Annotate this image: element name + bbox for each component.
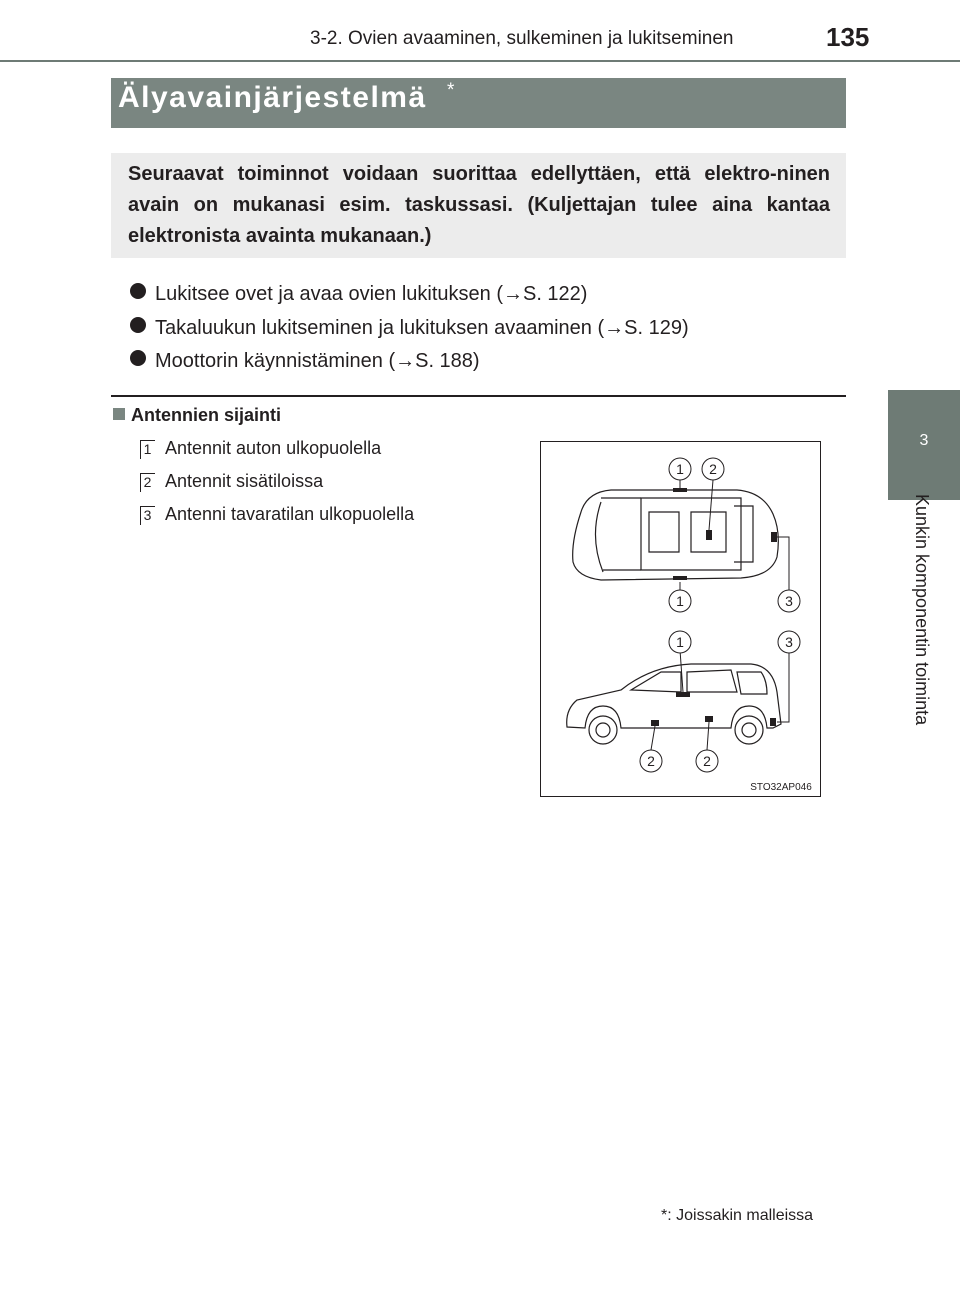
subsection-heading-text: Antennien sijainti [131, 405, 282, 425]
callout-label: 3 [785, 634, 793, 650]
legend-item [140, 438, 381, 459]
bullet-dot-icon [130, 350, 146, 366]
header-rule [0, 60, 960, 62]
antenna-mark-side-luggage [770, 718, 776, 726]
footnote: *: Joissakin malleissa [661, 1207, 814, 1224]
page-title: Älyavainjärjestelmä [118, 81, 427, 114]
antenna-mark-exterior-rear [673, 576, 687, 580]
subsection-heading [113, 405, 281, 426]
legend-number: 3 [140, 506, 155, 525]
car-side-outline [567, 664, 781, 728]
antenna-mark-side-rear [705, 716, 713, 722]
callout-label: 1 [676, 461, 684, 477]
legend-text: Antennit sisätiloissa [165, 471, 324, 491]
header-section-title: 3-2. Ovien avaaminen, sulkeminen ja lukitseminen [310, 28, 734, 49]
antenna-mark-luggage [771, 532, 777, 542]
antenna-mark-exterior-front [673, 488, 687, 492]
legend-number: 2 [140, 473, 155, 492]
antenna-mark-side-front [651, 720, 659, 726]
legend-text: Antennit auton ulkopuolella [165, 438, 382, 458]
figure-code: STO32AP046 [750, 782, 812, 793]
callout-label: 2 [703, 753, 711, 769]
bullet-item [130, 350, 480, 373]
antenna-mark-interior [706, 530, 712, 540]
car-top-outline [573, 490, 779, 580]
legend-number: 1 [140, 440, 155, 459]
legend-text: Antenni tavaratilan ulkopuolella [165, 504, 415, 524]
car-illustration [541, 442, 820, 796]
callout-label: 2 [647, 753, 655, 769]
callout-label: 3 [785, 593, 793, 609]
callout-label: 2 [709, 461, 717, 477]
antenna-location-figure [540, 441, 821, 797]
bullet-text: Takaluukun lukitseminen ja lukituksen avaaminen (→S. 129) [155, 317, 689, 339]
bullet-item [130, 317, 689, 340]
square-bullet-icon [113, 408, 125, 420]
bullet-text: Moottorin käynnistäminen (→S. 188) [155, 350, 480, 372]
antenna-mark-side-exterior [676, 692, 690, 697]
intro-text: Seuraavat toiminnot voidaan suorittaa edellyttäen, että elektro-ninen avain on mukanasi esim. taskussasi. (Kuljettajan tulee aina kantaa elektronista avainta mukanaan.) [128, 163, 830, 247]
title-footnote-marker: * [447, 80, 455, 101]
callout-label: 1 [676, 593, 684, 609]
legend-item [140, 504, 414, 525]
windshield-line [595, 502, 603, 572]
bullet-item [130, 283, 587, 306]
chapter-tab-label: Kunkin komponentin toiminta [912, 494, 932, 726]
legend-item [140, 471, 323, 492]
chapter-tab-number: 3 [919, 432, 929, 449]
bullet-dot-icon [130, 283, 146, 299]
callout-label: 1 [676, 634, 684, 650]
section-divider [111, 395, 846, 397]
bullet-text: Lukitsee ovet ja avaa ovien lukituksen (→S. 122) [155, 283, 588, 305]
page-number: 135 [826, 22, 870, 52]
bullet-dot-icon [130, 317, 146, 333]
